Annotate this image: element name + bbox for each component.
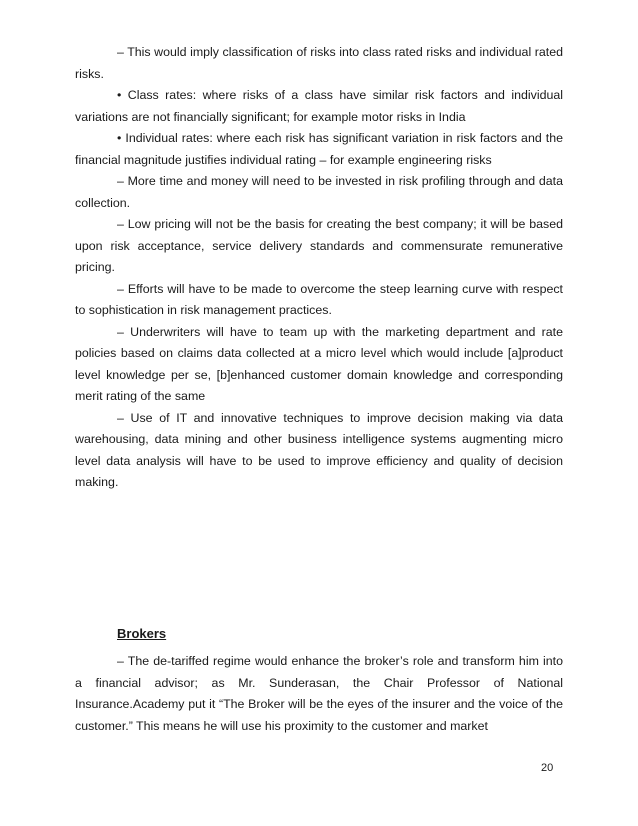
- paragraph-class-rates: • Class rates: where risks of a class have similar risk factors and individual variations are not financially significant; for example motor risks in India: [75, 88, 563, 124]
- paragraph-underwriters: – Underwriters will have to team up with the marketing department and rate policies based on claims data collected at a micro level which would include [a]product level knowledge per se, [b]enhanced customer domain knowledge and corresponding merit rating of the same: [75, 324, 563, 403]
- brokers-text-block: [75, 651, 563, 737]
- paragraph-use-of-it: – Use of IT and innovative techniques to improve decision making via data warehousing, data mining and other business intelligence systems augmenting micro level data analysis will have to be used to improve efficiency and quality of decision making.: [75, 410, 563, 489]
- paragraph-low-pricing: – Low pricing will not be the basis for creating the best company; it will be based upon risk acceptance, service delivery standards and commensurate remunerative pricing.: [75, 217, 563, 274]
- paragraph-classification: – This would imply classification of risks into class rated risks and individual rated risks.: [75, 45, 563, 81]
- paragraph-brokers: – The de-tariffed regime would enhance the broker’s role and transform him into a financial advisor; as Mr. Sunderasan, the Chair Professor of National Insurance.Academy put it “The Broker will be the eyes of the insurer and the voice of the customer.” This means he will use his proximity to the customer and market: [75, 654, 563, 733]
- paragraph-individual-rates: • Individual rates: where each risk has significant variation in risk factors and the financial magnitude justifies individual rating – for example engineering risks: [75, 131, 563, 167]
- section-heading-brokers: Brokers: [117, 626, 167, 641]
- main-text-block: [75, 42, 563, 494]
- paragraph-learning-curve: – Efforts will have to be made to overcome the steep learning curve with respect to sophistication in risk management practices.: [75, 281, 563, 317]
- page-number: 20: [541, 762, 554, 774]
- paragraph-risk-profiling: – More time and money will need to be invested in risk profiling through and data collection.: [75, 174, 563, 210]
